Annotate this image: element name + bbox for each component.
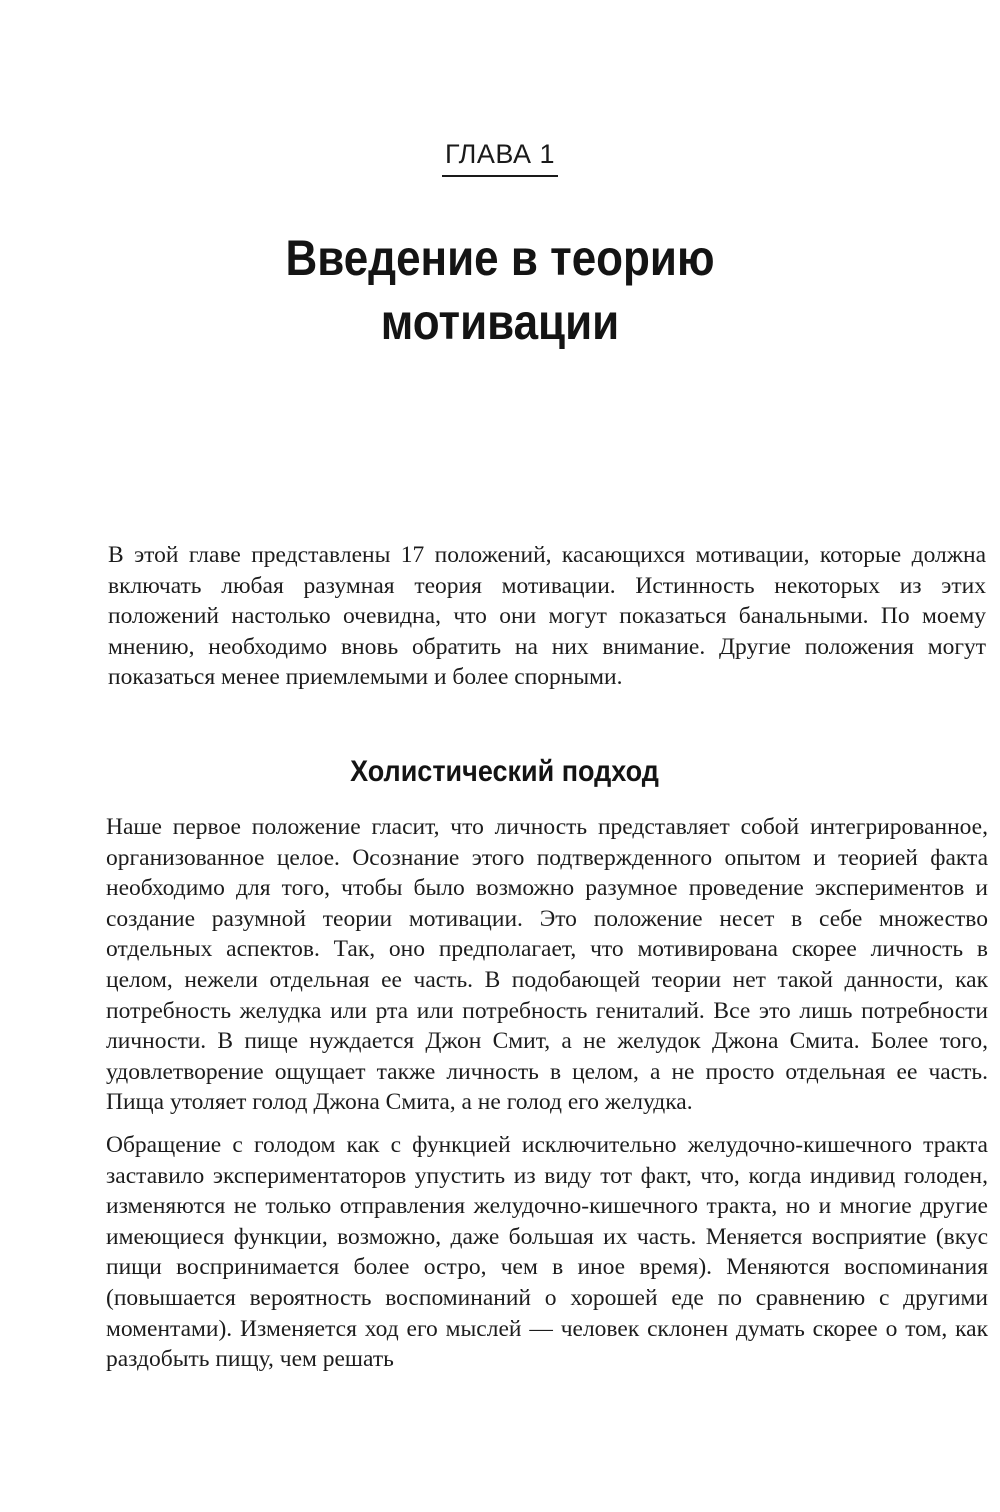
chapter-title-line-2: мотивации [380,294,620,350]
chapter-title-line-1: Введение в теорию [285,230,715,286]
section-heading: Холистический подход [350,755,659,788]
intro-paragraph: В этой главе представлены 17 положений, касающихся мотивации, которые должна включать любая разумная теория мотивации. Истинность некоторых из этих положений настолько очевидна, что они могут показаться банальными. По моему мнению, необходимо вновь обратить на них внимание. Другие положения могут показаться менее приемлемыми и более спорными. [108,542,986,690]
chapter-label-text: ГЛАВА 1 [442,136,558,177]
intro-block [108,540,986,693]
chapter-label [0,136,1000,177]
body-paragraph-2: Обращение с голодом как с функцией исключительно желудочно-кишечного тракта заставило экспериментаторов упустить из виду тот факт, что, когда индивид голоден, изменяются не только отправления желудочно-кишечного тракта, но и многие другие имеющиеся функции, возможно, даже большая их часть. Меняется восприятие (вкус пищи воспринимается более остро, чем в иное время). Меняются воспоминания (повышается вероятность воспоминаний о хорошей еде по сравнению с другими моментами). Изменяется ход его мыслей — человек склонен думать скорее о том, как раздобыть пищу, чем решать [106,1131,988,1373]
chapter-title [60,226,940,354]
body-paragraph-1: Наше первое положение гласит, что личность представляет собой интегрированное, организованное целое. Осознание этого подтвержденного опытом и теорией факта необходимо для того, чтобы было возможно разумное проведение экспериментов и создание разумной теории мотивации. Это положение несет в себе множество отдельных аспектов. Так, оно предполагает, что мотивирована скорее личность в целом, нежели отдельная ее часть. В подобающей теории нет такой данности, как потребность желудка или рта или потребность гениталий. Все это лишь потребности личности. В пище нуждается Джон Смит, а не желудок Джона Смита. Более того, удовлетворение ощущает также личность в целом, а не просто отдельная ее часть. Пища утоляет голод Джона Смита, а не голод его желудка. [106,814,988,1116]
section-body [106,812,988,1387]
